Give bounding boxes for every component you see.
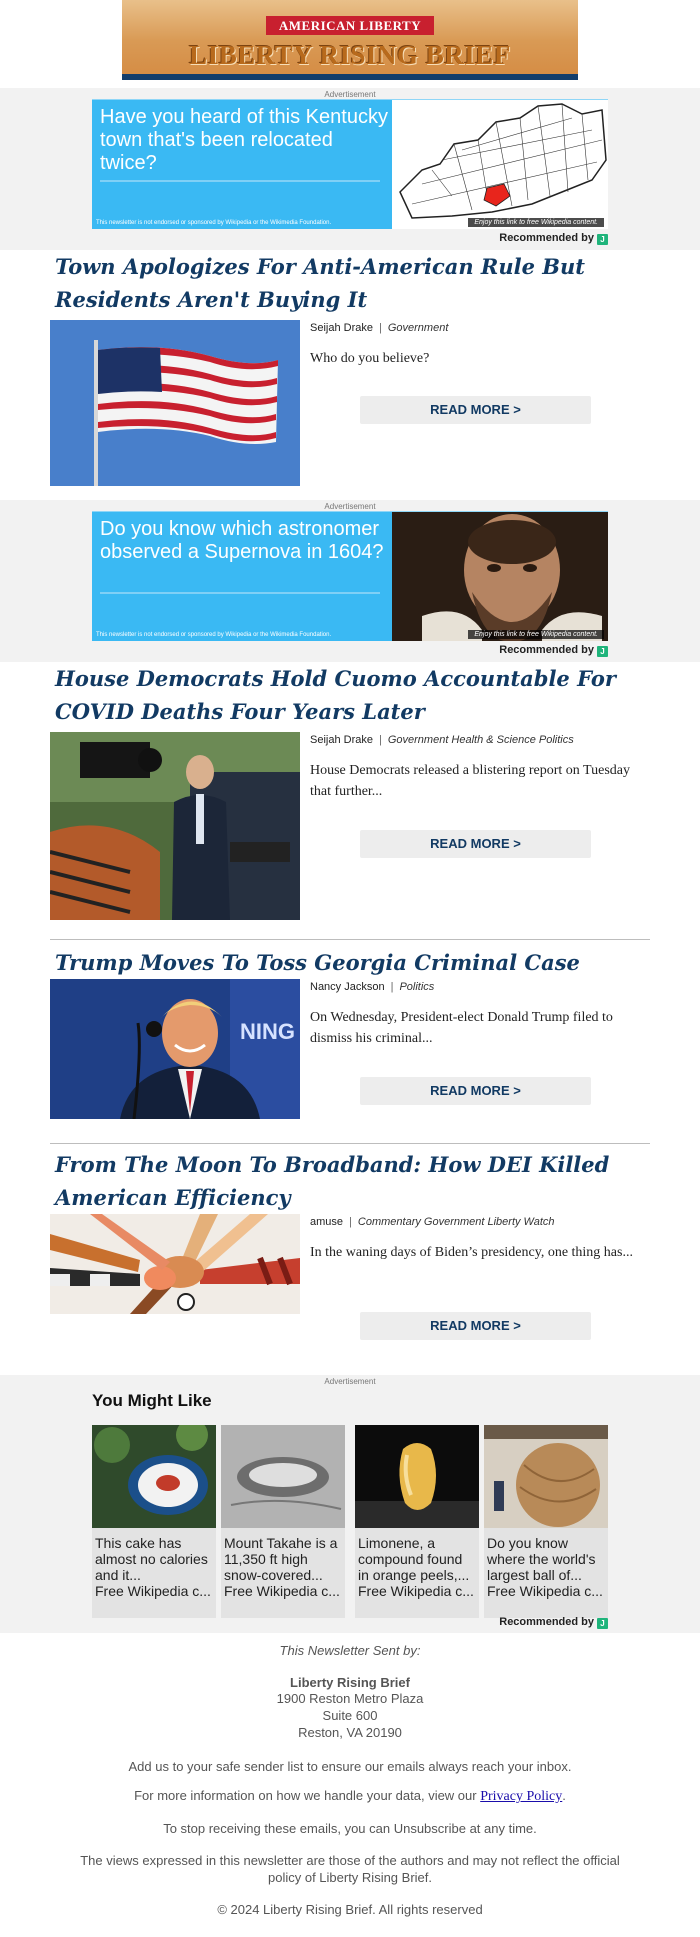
ad-block-1	[0, 88, 700, 250]
recommended-by[interactable]	[92, 1613, 608, 1631]
safe-sender-note: Add us to your safe sender list to ensure our emails always reach your inbox.	[128, 1759, 572, 1774]
read-more-button[interactable]: READ MORE >	[360, 396, 591, 424]
card-source: Free Wikipedia c...	[487, 1583, 603, 1599]
card-caption: Do you know where the world's largest ball of...	[487, 1535, 596, 1583]
svg-text:NING: NING	[240, 1019, 295, 1044]
article-meta	[310, 734, 574, 746]
read-more-button[interactable]: READ MORE >	[360, 1077, 591, 1105]
ad-block-2	[0, 500, 700, 662]
cuomo-press-image[interactable]	[50, 732, 300, 920]
read-more-button[interactable]: READ MORE >	[360, 1312, 591, 1340]
article-3	[0, 940, 700, 1144]
ad-label: Advertisement	[324, 502, 376, 511]
copyright: © 2024 Liberty Rising Brief. All rights reserved	[217, 1902, 483, 1917]
ball-of-twine-thumbnail-image	[484, 1425, 608, 1528]
article-summary: House Democrats released a blistering report on Tuesday that further...	[310, 763, 630, 799]
ad-credit: Enjoy this link to free Wikipedia content.	[468, 630, 604, 639]
trump-image[interactable]	[50, 979, 300, 1119]
footer-address-line-1: 1900 Reston Metro Plaza	[276, 1691, 424, 1706]
sent-by-label: This Newsletter Sent by:	[279, 1643, 421, 1658]
article-summary: Who do you believe?	[310, 351, 430, 366]
meta-separator: |	[378, 734, 382, 746]
privacy-note	[0, 1788, 700, 1805]
article-meta	[310, 1216, 555, 1228]
ad-label: Advertisement	[324, 90, 376, 99]
article-title[interactable]: Trump Moves To Toss Georgia Criminal Case	[55, 950, 580, 975]
article-meta	[310, 322, 448, 334]
ad-label: Advertisement	[324, 1377, 376, 1386]
article-4	[0, 1144, 700, 1375]
ad-rule	[100, 180, 380, 182]
article-1	[0, 250, 700, 500]
meta-separator: |	[390, 981, 394, 993]
brand-badge	[266, 16, 434, 35]
kentucky-map-image	[392, 100, 608, 229]
article-category[interactable]: Government Health & Science Politics	[387, 734, 574, 746]
ad-headline: Do you know which astronomer observed a Supernova in 1604?	[100, 518, 384, 563]
article-category[interactable]: Politics	[399, 981, 435, 993]
recommended-text: Recommended by	[499, 232, 594, 244]
recommended-by[interactable]	[92, 229, 608, 247]
card-caption: Mount Takahe is a 11,350 ft high snow-covered...	[224, 1535, 338, 1583]
article-author[interactable]: Nancy Jackson	[310, 981, 385, 993]
ad-disclaimer: This newsletter is not endorsed or sponsored by Wikipedia or the Wikimedia Foundation.	[96, 220, 332, 226]
privacy-suffix: .	[562, 1788, 566, 1803]
brand-text: AMERICAN LIBERTY	[278, 18, 422, 33]
privacy-text: For more information on how we handle your data, view our	[134, 1788, 481, 1803]
article-category[interactable]: Commentary Government Liberty Watch	[357, 1216, 555, 1228]
recommended-text: Recommended by	[499, 644, 594, 656]
views-disclaimer: The views expressed in this newsletter are those of the authors and may not reflect the official policy of Liberty Rising Brief.	[80, 1853, 620, 1885]
recommender-logo-icon: J	[597, 1618, 608, 1629]
article-summary: On Wednesday, President-elect Donald Trump filed to dismiss his criminal...	[310, 1010, 613, 1046]
footer-org-name: Liberty Rising Brief	[290, 1675, 410, 1690]
logo-title: LIBERTY RISING BRIEF	[189, 40, 511, 70]
ad-credit: Enjoy this link to free Wikipedia content.	[468, 218, 604, 227]
article-author[interactable]: Seijah Drake	[310, 322, 373, 334]
footer-address-line-2: Suite 600	[322, 1708, 378, 1723]
recommended-text: Recommended by	[499, 1616, 594, 1628]
meta-separator: |	[349, 1216, 352, 1228]
recommendation-card[interactable]	[92, 1425, 216, 1618]
article-title[interactable]: Town Apologizes For Anti-American Rule But Residents Aren't Buying It	[55, 254, 586, 312]
ad-headline: Have you heard of this Kentucky town that's been relocated twice?	[100, 106, 388, 174]
card-source: Free Wikipedia c...	[95, 1583, 211, 1599]
ad-card-astronomer[interactable]	[92, 511, 608, 641]
article-title[interactable]: House Democrats Hold Cuomo Accountable For COVID Deaths Four Years Later	[55, 666, 616, 724]
recommender-logo-icon: J	[597, 234, 608, 245]
article-meta	[310, 981, 434, 993]
footer-address-line-3: Reston, VA 20190	[298, 1725, 402, 1740]
article-title[interactable]: From The Moon To Broadband: How DEI Killed American Efficiency	[55, 1152, 610, 1210]
american-flag-image[interactable]	[50, 320, 300, 486]
ad-rule	[100, 592, 380, 594]
ad-disclaimer: This newsletter is not endorsed or sponsored by Wikipedia or the Wikimedia Foundation.	[96, 632, 332, 638]
article-category[interactable]: Government	[387, 322, 449, 334]
limonene-thumbnail-image	[355, 1425, 479, 1528]
article-summary: In the waning days of Biden’s presidency, one thing has...	[310, 1245, 633, 1260]
read-more-button[interactable]: READ MORE >	[360, 830, 591, 858]
recommendation-card[interactable]	[484, 1425, 608, 1618]
recommended-by[interactable]	[92, 641, 608, 659]
card-source: Free Wikipedia c...	[224, 1583, 340, 1599]
card-caption: Limonene, a compound found in orange peels,...	[358, 1535, 470, 1583]
article-author[interactable]: amuse	[310, 1216, 344, 1228]
ad-card-kentucky[interactable]	[92, 99, 608, 229]
privacy-policy-link[interactable]: Privacy Policy	[480, 1789, 563, 1804]
newsletter-header	[0, 0, 700, 88]
unsubscribe-note[interactable]: To stop receiving these emails, you can Unsubscribe at any time.	[163, 1821, 537, 1836]
recommendation-card[interactable]	[355, 1425, 479, 1618]
card-source: Free Wikipedia c...	[358, 1583, 474, 1599]
astronomer-portrait-image	[392, 512, 608, 641]
article-2	[0, 662, 700, 940]
newsletter-footer	[0, 1633, 700, 1917]
you-might-like-section	[0, 1375, 700, 1633]
card-caption: This cake has almost no calories and it...	[95, 1535, 208, 1583]
mount-takahe-thumbnail-image	[221, 1425, 345, 1528]
meta-separator: |	[378, 322, 382, 334]
cake-thumbnail-image	[92, 1425, 216, 1528]
site-logo[interactable]	[122, 0, 578, 80]
recommendation-card[interactable]	[221, 1425, 345, 1618]
article-author[interactable]: Seijah Drake	[310, 734, 373, 746]
you-might-like-heading: You Might Like	[92, 1391, 212, 1410]
hands-illustration-image[interactable]	[50, 1214, 300, 1314]
recommender-logo-icon: J	[597, 646, 608, 657]
